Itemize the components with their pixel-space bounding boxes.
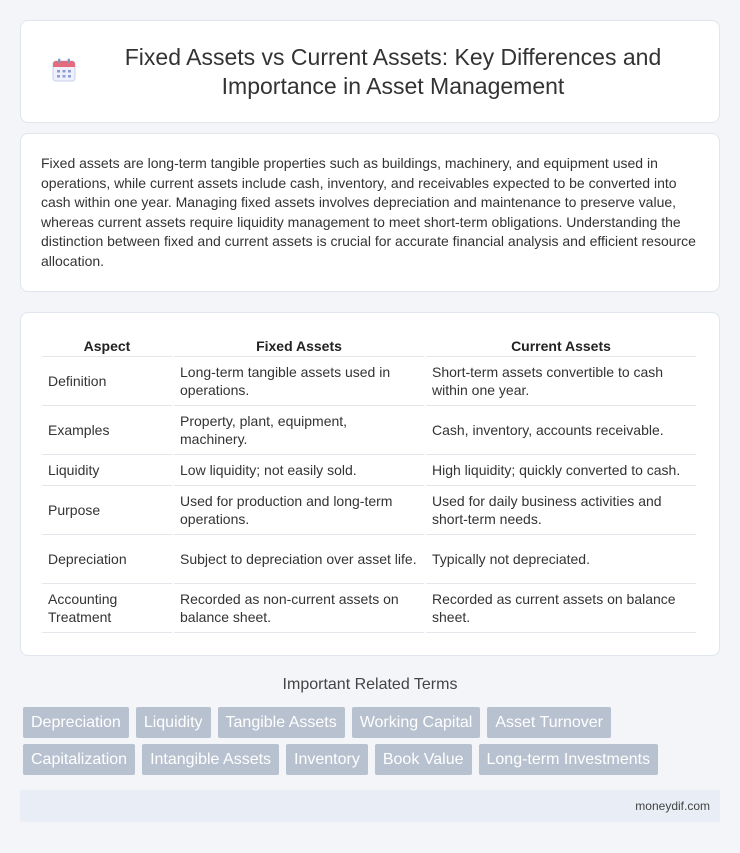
tag-tangible-assets[interactable]: Tangible Assets [218, 707, 345, 738]
related-terms-tags [23, 707, 723, 781]
title-wrap [21, 43, 719, 101]
table-cell: Subject to depreciation over asset life. [174, 535, 424, 584]
table-cell: Typically not depreciated. [426, 535, 696, 584]
table-row [42, 357, 696, 406]
table-row [42, 486, 696, 535]
header-current-assets: Current Assets [426, 333, 696, 357]
table-cell: Used for daily business activities and short-term needs. [426, 486, 696, 535]
intro-paragraph: Fixed assets are long-term tangible properties such as buildings, machinery, and equipment used in operations, while current assets include cash, inventory, and receivables expected to be converted into cash within one year. Managing fixed assets involves depreciation and maintenance to preserve value, whereas current assets require liquidity management to meet short-term obligations. Understanding the distinction between fixed and current assets is crucial for accurate financial analysis and efficient resource allocation. [41, 155, 696, 269]
tag-depreciation[interactable]: Depreciation [23, 707, 129, 738]
table-cell: Short-term assets convertible to cash within one year. [426, 357, 696, 406]
footer-site-link[interactable]: moneydif.com [635, 799, 710, 813]
tag-capitalization[interactable]: Capitalization [23, 744, 135, 775]
intro-card [20, 133, 720, 292]
table-cell: High liquidity; quickly converted to cash. [426, 455, 696, 486]
comparison-table-card [20, 312, 720, 656]
calendar-icon [51, 57, 77, 83]
comparison-table [40, 333, 698, 633]
table-cell: Recorded as non-current assets on balance sheet. [174, 584, 424, 633]
table-cell: Definition [42, 357, 172, 406]
header-aspect: Aspect [42, 333, 172, 357]
tag-row [23, 707, 723, 738]
table-row [42, 535, 696, 584]
table-cell: Cash, inventory, accounts receivable. [426, 406, 696, 455]
header-fixed-assets: Fixed Assets [174, 333, 424, 357]
table-cell: Examples [42, 406, 172, 455]
tag-intangible-assets[interactable]: Intangible Assets [142, 744, 279, 775]
table-header-row [42, 333, 696, 357]
tag-long-term-investments[interactable]: Long-term Investments [479, 744, 659, 775]
table-cell: Used for production and long-term operations. [174, 486, 424, 535]
tag-asset-turnover[interactable]: Asset Turnover [487, 707, 611, 738]
title-card [20, 20, 720, 123]
tag-book-value[interactable]: Book Value [375, 744, 472, 775]
tag-inventory[interactable]: Inventory [286, 744, 368, 775]
table-row [42, 584, 696, 633]
table-cell: Liquidity [42, 455, 172, 486]
tag-working-capital[interactable]: Working Capital [352, 707, 481, 738]
footer [20, 790, 720, 822]
table-row [42, 455, 696, 486]
table-cell: Depreciation [42, 535, 172, 584]
tag-liquidity[interactable]: Liquidity [136, 707, 211, 738]
page-title: Fixed Assets vs Current Assets: Key Differences and Importance in Asset Management [124, 43, 662, 99]
table-cell: Long-term tangible assets used in operations. [174, 357, 424, 406]
table-cell: Low liquidity; not easily sold. [174, 455, 424, 486]
tag-row [23, 744, 723, 775]
table-row [42, 406, 696, 455]
table-cell: Purpose [42, 486, 172, 535]
related-terms-heading: Important Related Terms [282, 676, 458, 693]
table-cell: Accounting Treatment [42, 584, 172, 633]
table-cell: Property, plant, equipment, machinery. [174, 406, 424, 455]
table-cell: Recorded as current assets on balance sheet. [426, 584, 696, 633]
